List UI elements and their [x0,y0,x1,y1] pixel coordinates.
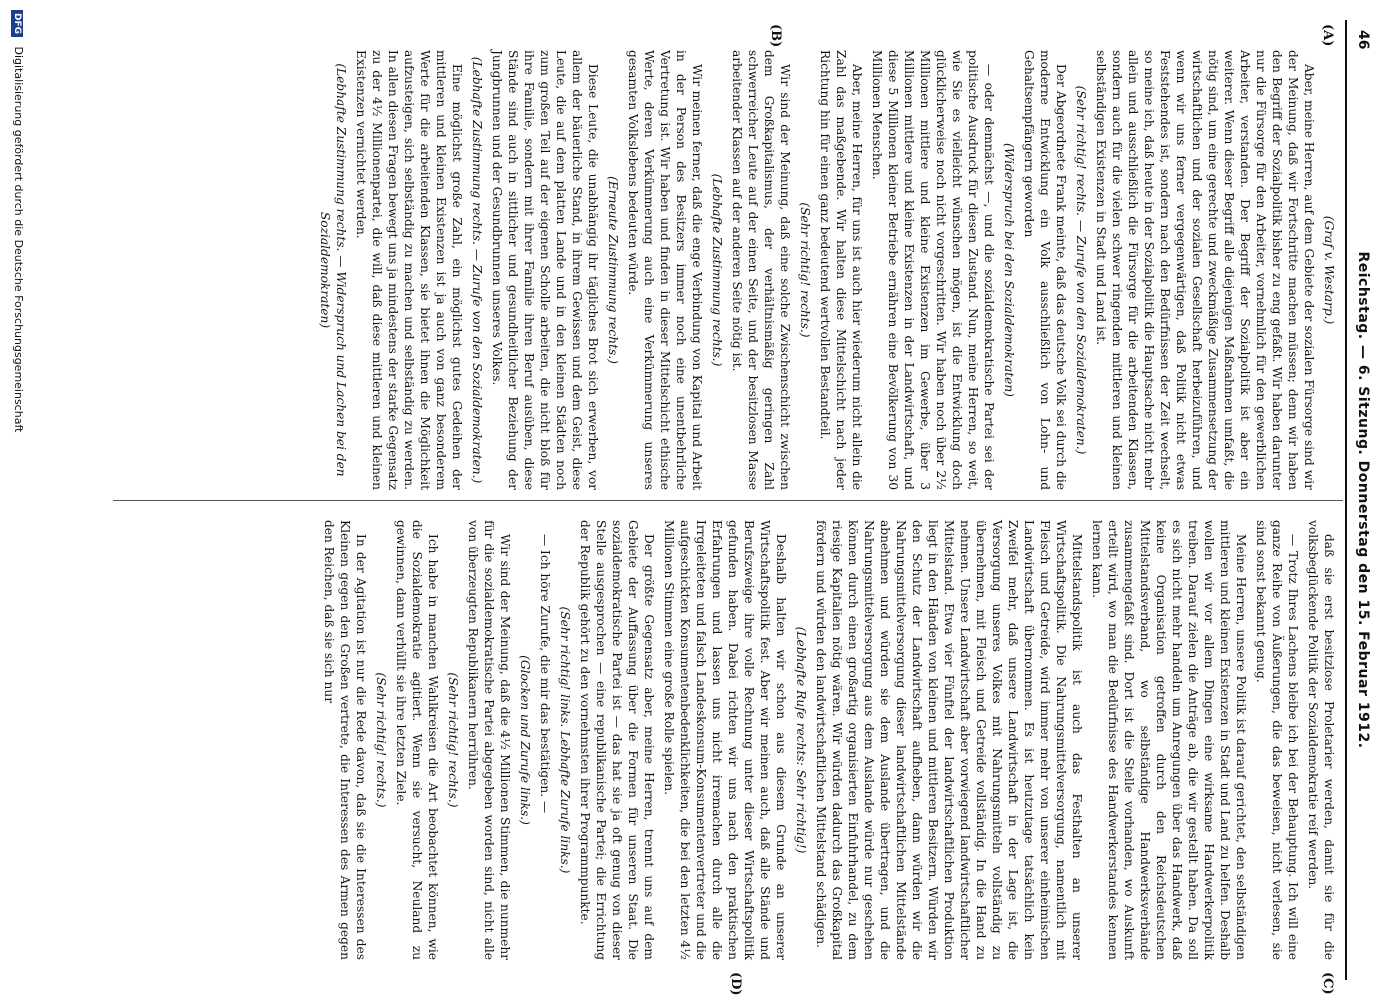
dfg-logo: DFG [11,10,23,37]
left-column [313,50,1337,490]
paragraph: Meine Herren, unsere Politik ist darauf gerichtet, den selbständigen mittleren und kleinen Existenzen in Stadt und Land zu helfen. Deshalb wollen wir vor allem Dingen eine wirksame Handwerkerpolitik treiben. Darauf zielen die Anträge ab, die wir gestellt haben. Da soll es sich nicht mehr handeln um Anregungen über das Handwerk, daß keine Organisation getroffen durch den Reichsdeutschen Mittelstandsverband, wo selbständige Handwerksverbände zusammengefaßt sind. Dort ist die Stelle vorhanden, wo Auskunft erteilt wird, wo man die Bedürfnisse des Handwerkerstandes kennen lernen kann. [1090,520,1248,960]
paragraph: In der Agitation ist nur die Rede davon, daß sie die Interessen des Kleinen gegen den Großen vertrete, die Interessen des Armen gegen den Reichen, daß sie sich nur [322,520,368,960]
credit-text: Digitalisierung gefördert durch die Deutsche Forschungsgemeinschaft [12,46,25,433]
paragraph: — oder demnächst —, und die sozialdemokratische Partei sei der politische Ausdruck für diesen Zustand. Nun, meine Herren, so weit, wie Sie es vielleicht wünschen mögen, ist die Entwicklung doch glücklicherweise noch nicht vorgeschritten. Wir haben noch über 2½ Millionen mittlere und kleine Existenzen im Gewerbe, über 3 Millionen mittlere und kleine Existenzen in der Landwirtschaft, und diese 5 Millionen kleiner Betriebe ernähren eine Bevölkerung von 30 Millionen Menschen. [870,50,996,490]
annotation: (Lebhafte Rufe rechts: Sehr richtig!) [794,626,808,854]
annotation: (Lebhafte Zustimmung rechts. — Widerspruch und Lachen bei den Sozialdemokraten) [318,63,348,477]
paragraph: Der größte Gegensatz aber, meine Herren, trennt uns auf dem Gebiete der Auffassung über die Formen für unseren Staat. Die sozialdemokratische Partei ist — das hat sie ja oft genug von dieser Stelle ausgesprochen — eine republikanische Partei; die Errichtung der Republik gehört zu den vornehmsten ihrer Programmpunkte. [578,520,656,960]
annotation: (Glocken und Zurufe links.) [518,655,532,825]
paragraph: Ich habe in manchen Wahlkreisen die Art beobachtet können, wie die Sozialdemokratie agitiert. Wenn sie versucht, Neuland zu gewinnen, dann verhüllt sie ihre letzten Ziele. [394,520,440,960]
annotation: (Sehr richtig! rechts.) [374,672,388,808]
digitization-credit [7,10,25,990]
paragraph: Mittelstandspolitik ist auch das Festhalten an unserer Wirtschaftspolitik. Die Nahrungsmittelversorgung, namentlich mit Fleisch und Getreide, wird immer mehr von unserer einheimischen Landwirtschaft übernommen. Es ist heutzutage tatsächlich kein Zweifel mehr, daß unsere Landwirtschaft in der Lage ist, die Versorgung unseres Volkes mit Nahrungsmitteln vollständig zu übernehmen, mit Fleisch und Getreide vollständig. In die Hand zu nehmen. Unsere Landwirtschaft aber vorwiegend landwirtschaftlicher Mittelstand. Etwa vier Fünftel der landwirtschaftlichen Produktion liegt in den Händen von kleinen und mittleren Besitzern. Würden wir den Schutz der Landwirtschaft aufheben, dann würden wir die Nahrungsmittelversorgung dieser landwirtschaftlichen Mittelstände abnehmen und würden sie dem Auslande übertragen, und die Nahrungsmittelversorgung aus dem Auslande würde nur geschehen können durch einen großartig organisierten Einfuhrhandel, zu dem riesige Kapitalien nötig wären. Wir würden dadurch das Großkapital fördern und würden den landwirtschaftlichen Mittelstand schädigen. [814,520,1084,960]
annotation: (Widerspruch bei den Sozialdemokraten) [1002,143,1016,397]
paragraph: Wir meinen ferner, daß die enge Verbindung von Kapital und Arbeit in der Person des Besitzers immer noch eine unentbehrliche Vertretung ist. Wir haben und finden in dieser Mittelschicht ethische Werte, deren Verkümmerung auch eine Verkümmerung unseres gesamten Volkslebens bedeuten würde. [626,50,704,490]
paragraph: Wir sind der Meinung, daß die 4½ Millionen Stimmen, die nunmehr für die sozialdemokratische Partei abgegeben worden sind, nicht alle von überzeugten Republikanern herrühren. [466,520,512,960]
page-title: Reichstag. — 6. Sitzung. Donnerstag den 15. Februar 1912. [1355,251,1371,749]
annotation: (Sehr richtig! links. Lebhafte Zurufe links.) [558,606,572,874]
paragraph: Wir sind der Meinung, daß eine solche Zwischenschicht zwischen dem Großkapitalismus, der verhältnismäßig geringen Zahl schwerreicher Leute auf der einen Seite, und der besitzlosen Masse arbeitender Klassen auf der anderen Seite nötig ist. [730,50,792,490]
column-divider [113,500,1343,501]
paragraph: — Ich höre Zurufe, die mir das bestätigen. — [538,534,552,814]
margin-marker-d: (D) [728,972,743,996]
margin-marker-a: (A) [1320,24,1335,47]
page-number: 46 [1355,30,1371,50]
paragraph: Deshalb halten wir schon aus diesem Grunde an unserer Wirtschaftspolitik fest. Aber wir meinen auch, daß alle Stände und Berufszweige ihre volle Rechnung unter dieser Wirtschaftspolitik gefunden haben. Dabei richten wir uns nach den praktischen Erfahrungen und lassen uns nicht irremachen durch alle die Irrgeleiteten und falsch Landeskonsum-Konsumentenvertreter und die aufgeschickten Konsumentenbedenklichkeiten, die bei den letzten 4½ Millionen Stimmen eine große Rolle spielen. [662,520,788,960]
annotation: (Lebhafte Zustimmung rechts.) [710,173,724,367]
annotation: (Erneute Zustimmung rechts.) [606,176,620,364]
paragraph: Diese Leute, die unabhängig ihr tägliches Brot sich erwerben, vor allem der bäuerliche Stand, in ihrem Gewissen und dem Geist, diese Leute, die auf dem platten Lande und in den kleinen Städten noch zum großen Teil auf der eigenen Scholle arbeiten, die nicht bloß für ihre Familie, sondern mit ihrer Familie ihren Beruf ausüben, diese Stände sind auch in sittlicher und gesundheitlicher Beziehung der Jungbrunnen und der Gesundbrunnen unseres Volkes. [490,50,600,490]
annotation: (Sehr richtig! rechts. — Zurufe von den Sozialdemokraten.) [1074,85,1088,455]
margin-marker-b: (B) [768,24,783,48]
annotation: (Sehr richtig! rechts.) [798,202,812,338]
paragraph: Aber, meine Herren, für uns ist auch hier wiederum nicht allein die Zahl das maßgebende. Wir halten diese Mittelschicht nach jeder Richtung hin für einen ganz bedeutend wertvollen Bestandteil. [818,50,864,490]
paragraph: Aber, meine Herren, auf dem Gebiete der sozialen Fürsorge sind wir der Meinung, daß wir Fortschritte machen müssen; denn wir haben den Begriff der Sozialpolitik bisher zu eng gefaßt. Wir haben darunter nur die Fürsorge für den Arbeiter, vornehmlich für den gewerblichen Arbeiter, verstanden. Der Begriff der Sozialpolitik ist aber ein weiterer. Wenn dieser Begriff alle diejenigen Maßnahmen umfaßt, die nötig sind, um eine gerechte und zweckmäßige Zusammensetzung der wirtschaftlichen und der sozialen Gesellschaft herbeizuführen, und wenn wir uns ferner vergegenwärtigen, daß Politik nicht etwas Feststehendes ist, sondern nach den Bedürfnissen der Zeit wechselt, so meine ich, daß heute in der Sozialpolitik die Hauptsache nicht mehr allein und ausschließlich die Fürsorge für die arbeitenden Klassen, sondern auch für die vielen schwer ringenden mittleren und kleinen selbständigen Existenzen in Stadt und Land ist. [1094,50,1316,491]
paragraph: — Trotz Ihres Lachens bleibe ich bei der Behauptung. Ich will eine ganze Reihe von Äußerungen, die das beweisen, nicht verlesen, sie sind sonst bekannt genug. [1254,520,1300,960]
annotation: (Lebhafte Zustimmung rechts. — Zurufe von den Sozialdemokraten.) [470,56,484,484]
margin-marker-c: (C) [1320,972,1335,995]
right-column [317,520,1337,960]
annotation: (Sehr richtig! rechts.) [446,672,460,808]
page-header [1347,30,1371,970]
header-rule [1345,20,1347,980]
paragraph: Der Abgeordnete Frank meinte, daß das deutsche Volk sei durch die moderne Entwicklung ein Volk ausschließlich von Lohn- und Gehaltsempfängern geworden [1022,50,1068,490]
speaker-name: (Graf v. Westarp.) [1322,215,1336,325]
paragraph: daß sie erst besitzlose Proletarier werden, damit sie für die volksbeglückende Politik der Sozialdemokratie reif werden. [1306,520,1336,960]
paragraph: Eine möglichst große Zahl, ein möglichst gutes Gedeihen der mittleren und kleinen Existenzen ist ja auch von ganz besonderem Werte für die arbeitenden Klassen, sie bietet ihnen die Möglichkeit aufzusteigen, sich selbständig zu machen und selbständig zu werden. In allen diesen Fragen bewegt uns ja mindestens der starke Gegensatz zu der 4½ Millionenpartei, die will, daß diese mittleren und kleinen Existenzen vernichtet werden. [354,50,464,490]
